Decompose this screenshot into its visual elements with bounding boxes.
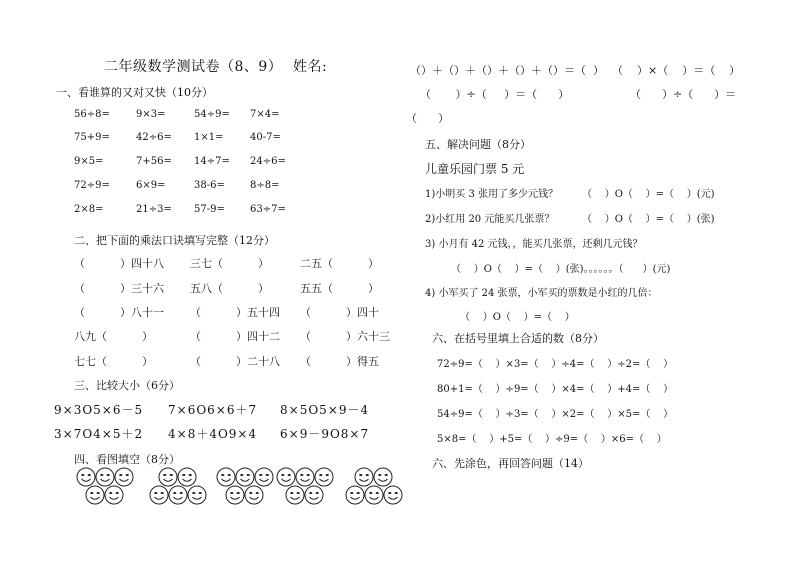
- smiley-face-icon: [305, 486, 323, 504]
- multiplication-rhyme-blank: 三七（ ）: [190, 257, 269, 270]
- multiplication-rhyme-blank: （ ）二十八: [190, 355, 280, 368]
- division-blank-continued: （ ）: [406, 112, 449, 125]
- smiley-face-group: [275, 467, 337, 507]
- comparison-problem: 8×5O5×9－4: [280, 403, 370, 417]
- question-1-answer: （ ）O（ ）=（ ）(元): [582, 189, 715, 200]
- multiplication-rhyme-blank: （ ）三十六: [74, 282, 164, 295]
- arithmetic-problem: 21÷3=: [136, 204, 172, 215]
- section-2-heading: 二、把下面的乘法口诀填写完整（12分）: [74, 234, 275, 247]
- division-blanks-line-1: （ ）÷（ ）＝（ ）: [420, 88, 570, 101]
- section-6-heading: 六、在括号里填上合适的数（8分）: [432, 332, 604, 345]
- arithmetic-problem: 42÷6=: [136, 132, 172, 143]
- arithmetic-problem: 63÷7=: [250, 204, 286, 215]
- smiley-face-group: [215, 467, 277, 507]
- section-7-heading: 六、先涂色，再回答问题（14）: [432, 457, 589, 470]
- multiplication-rhyme-blank: 五五（ ）: [300, 282, 379, 295]
- multiplication-rhyme-blank: 七七（ ）: [74, 355, 153, 368]
- arithmetic-problem: 56÷8=: [74, 109, 110, 120]
- smiley-face-icon: [178, 468, 196, 486]
- comparison-problem: 7×6O6×6＋7: [168, 403, 258, 417]
- division-blanks-line-2: （ ）÷（ ）＝: [630, 88, 737, 101]
- arithmetic-problem: 75+9=: [74, 132, 110, 143]
- section-1-heading: 一、看谁算的又对又快（10分）: [56, 86, 213, 99]
- smiley-face-icon: [255, 468, 273, 486]
- smiley-face-icon: [169, 486, 187, 504]
- smiley-face-icon: [105, 486, 123, 504]
- smiley-face-icon: [96, 468, 114, 486]
- arithmetic-problem: 54÷9=: [194, 109, 230, 120]
- addition-blanks-line: （）＋（）＋（）＋（）＋（）＝（ ）: [410, 64, 604, 77]
- multiplication-blanks-line: （ ）×（ ）＝（ ）: [612, 64, 741, 77]
- comparison-problem: 9×3O5×6－5: [54, 403, 144, 417]
- smiley-face-icon: [296, 468, 314, 486]
- arithmetic-problem: 14÷7=: [194, 156, 230, 167]
- multiplication-rhyme-blank: （ ）六十三: [300, 330, 390, 343]
- arithmetic-problem: 9×3=: [136, 109, 166, 120]
- question-4-answer: （ ）O（ ）=（ ）: [460, 312, 575, 323]
- multiplication-rhyme-blank: （ ）四十: [300, 306, 379, 319]
- arithmetic-problem: 2×8=: [74, 204, 104, 215]
- smiley-face-icon: [245, 486, 263, 504]
- multiplication-rhyme-blank: （ ）八十一: [74, 306, 164, 319]
- arithmetic-problem: 57-9=: [194, 204, 225, 215]
- smiley-face-icon: [286, 486, 304, 504]
- fill-in-chain: 54÷9=（ ）÷3=（ ）×2=（ ）×5=（ ）: [437, 409, 674, 420]
- fill-in-chain: 72÷9=（ ）×3=（ ）÷4=（ ）÷2=（ ）: [437, 359, 674, 370]
- comparison-problem: 6×9－9O8×7: [280, 427, 370, 441]
- multiplication-rhyme-blank: 二五（ ）: [300, 257, 379, 270]
- smiley-face-icon: [150, 486, 168, 504]
- arithmetic-problem: 8÷8=: [250, 180, 280, 191]
- arithmetic-problem: 7+56=: [136, 156, 172, 167]
- page-title: 二年级数学测试卷（8、9）: [104, 59, 283, 75]
- ticket-price: 儿童乐园门票 5 元: [425, 162, 525, 176]
- smiley-face-icon: [346, 486, 364, 504]
- multiplication-rhyme-blank: （ ）四十二: [190, 330, 280, 343]
- arithmetic-problem: 38-6=: [194, 180, 225, 191]
- smiley-face-icon: [188, 486, 206, 504]
- smiley-face-icon: [277, 468, 295, 486]
- arithmetic-problem: 24÷6=: [250, 156, 286, 167]
- comparison-problem: 3×7O4×5＋2: [54, 427, 144, 441]
- question-3-answer: （ ）O（ ）=（ ）(张)。。。。。。（ ）(元): [451, 264, 671, 275]
- smiley-face-group: [148, 467, 210, 507]
- smiley-face-icon: [355, 468, 373, 486]
- smiley-face-icon: [236, 468, 254, 486]
- section-3-heading: 三、比较大小（6分）: [74, 379, 180, 392]
- fill-in-chain: 80+1=（ ）÷9=（ ）×4=（ ）+4=（ ）: [437, 384, 674, 395]
- smiley-face-icon: [115, 468, 133, 486]
- section-5-heading: 五、解决问题（8分）: [425, 138, 531, 151]
- smiley-face-icon: [384, 486, 402, 504]
- question-2-answer: （ ）O（ ）=（ ）(张): [582, 214, 715, 225]
- smiley-face-icon: [217, 468, 235, 486]
- multiplication-rhyme-blank: （ ）得五: [300, 355, 379, 368]
- arithmetic-problem: 6×9=: [136, 180, 166, 191]
- smiley-face-icon: [226, 486, 244, 504]
- section-4-heading: 四、看图填空（8分）: [74, 453, 180, 466]
- smiley-face-group: [344, 467, 406, 507]
- question-2: 2)小红用 20 元能买几张票？: [425, 214, 555, 225]
- arithmetic-problem: 40-7=: [250, 132, 281, 143]
- smiley-face-icon: [77, 468, 95, 486]
- name-label: 姓名:: [293, 59, 328, 75]
- arithmetic-problem: 1×1=: [194, 132, 224, 143]
- question-1: 1)小明买 3 张用了多少元钱？: [425, 189, 558, 200]
- smiley-face-icon: [86, 486, 104, 504]
- fill-in-chain: 5×8=（ ）+5=（ ）÷9=（ ）×6=（ ）: [437, 434, 667, 445]
- arithmetic-problem: 9×5=: [74, 156, 104, 167]
- multiplication-rhyme-blank: （ ）四十八: [74, 257, 164, 270]
- smiley-face-icon: [374, 468, 392, 486]
- multiplication-rhyme-blank: 八九（ ）: [74, 330, 153, 343]
- multiplication-rhyme-blank: （ ）五十四: [190, 306, 280, 319]
- smiley-face-icon: [315, 468, 333, 486]
- smiley-face-icon: [159, 468, 177, 486]
- arithmetic-problem: 72÷9=: [74, 180, 110, 191]
- smiley-face-icon: [365, 486, 383, 504]
- question-3: 3) 小月有 42 元钱，，能买几张票，还剩几元钱？: [425, 239, 643, 250]
- comparison-problem: 4×8＋4O9×4: [168, 427, 258, 441]
- smiley-face-group: [75, 467, 137, 507]
- arithmetic-problem: 7×4=: [250, 109, 280, 120]
- multiplication-rhyme-blank: 五八（ ）: [190, 282, 269, 295]
- question-4: 4) 小军买了 24 张票，小军买的票数是小红的几倍：: [425, 288, 658, 299]
